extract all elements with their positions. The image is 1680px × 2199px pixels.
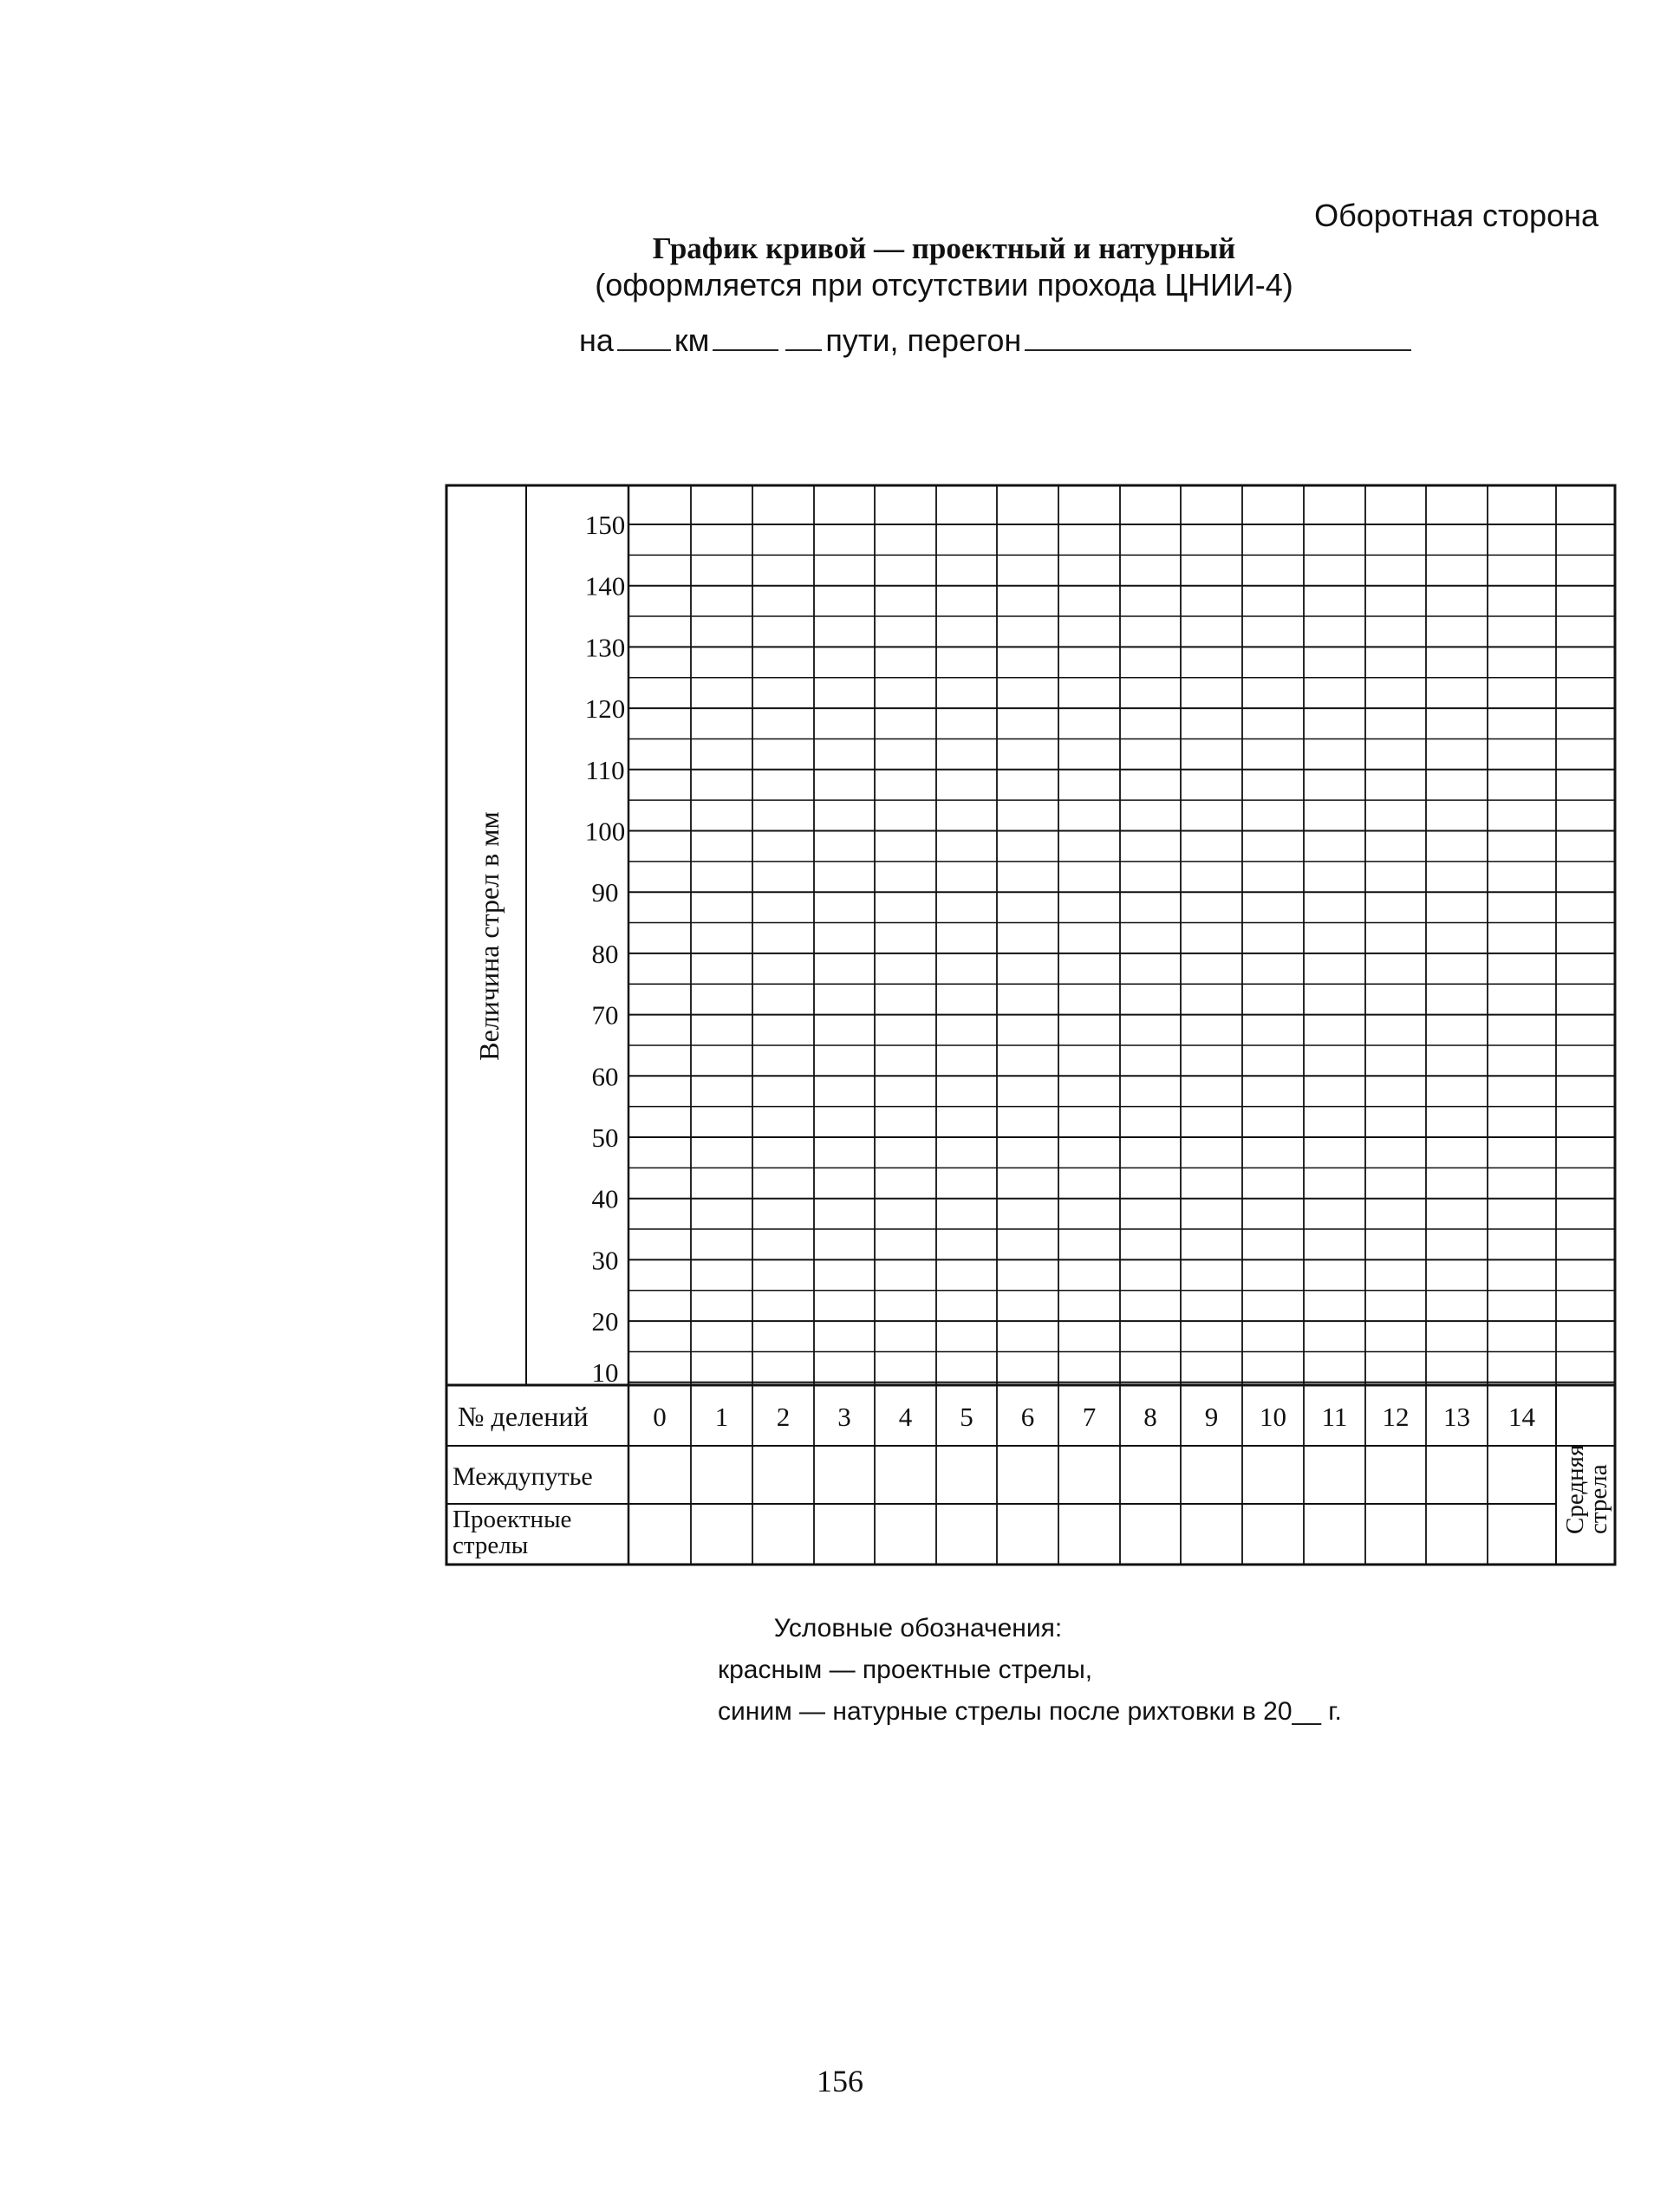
projected-arrow-cell[interactable]	[938, 1506, 995, 1563]
division-number: 6	[1020, 1402, 1035, 1432]
division-number: 11	[1321, 1402, 1348, 1432]
legend-title: Условные обозначения:	[773, 1614, 1063, 1643]
projected-arrow-cell[interactable]	[1244, 1506, 1302, 1563]
division-number: 3	[837, 1402, 851, 1432]
average-label-line2: стрела	[1585, 1464, 1612, 1534]
projected-arrow-cell[interactable]	[1182, 1506, 1240, 1563]
corner-note: Оборотная сторона	[1314, 198, 1599, 233]
interspace-cell[interactable]	[1367, 1448, 1424, 1502]
form-title: График кривой — проектный и натурный	[652, 231, 1236, 265]
y-tick-label: 20	[591, 1306, 619, 1337]
interspace-cell[interactable]	[1182, 1448, 1240, 1502]
interspace-cell[interactable]	[1244, 1448, 1302, 1502]
projected-arrow-cell[interactable]	[1060, 1506, 1118, 1563]
projected-arrow-cell[interactable]	[1428, 1506, 1486, 1563]
y-tick-label: 10	[591, 1357, 619, 1388]
track-label: пути, перегон	[825, 322, 1022, 358]
interspace-label: Междупутье	[453, 1462, 593, 1491]
interspace-cell[interactable]	[1428, 1448, 1486, 1502]
interspace-cell[interactable]	[630, 1448, 689, 1502]
y-tick-label: 140	[584, 570, 626, 602]
projected-arrow-cell[interactable]	[754, 1506, 812, 1563]
interspace-cell[interactable]	[1489, 1448, 1554, 1502]
interspace-cell[interactable]	[1122, 1448, 1179, 1502]
y-tick-label: 110	[585, 754, 625, 785]
division-number: 12	[1382, 1402, 1410, 1432]
y-tick-label: 150	[584, 510, 626, 540]
interspace-cell[interactable]	[876, 1448, 934, 1502]
division-number: 13	[1443, 1402, 1470, 1432]
y-tick-label: 90	[591, 877, 619, 908]
division-number: 2	[776, 1402, 791, 1432]
y-tick-label: 80	[591, 938, 619, 969]
projected-arrow-cell[interactable]	[630, 1506, 689, 1563]
interspace-cell[interactable]	[938, 1448, 995, 1502]
interspace-cell[interactable]	[816, 1448, 873, 1502]
division-number: 7	[1082, 1402, 1097, 1432]
y-tick-label: 40	[591, 1183, 619, 1214]
y-tick-label: 30	[591, 1245, 619, 1276]
fill-in-cells	[630, 1448, 1554, 1563]
projected-arrow-cell[interactable]	[999, 1506, 1057, 1563]
division-number: 14	[1508, 1402, 1535, 1432]
division-number: 9	[1204, 1402, 1219, 1432]
projected-arrow-cell[interactable]	[1489, 1506, 1554, 1563]
y-tick-labels	[585, 510, 626, 1388]
y-tick-label: 60	[591, 1061, 619, 1092]
projected-arrow-cell[interactable]	[1367, 1506, 1424, 1563]
division-number: 10	[1260, 1402, 1286, 1432]
projected-arrow-cell[interactable]	[1122, 1506, 1179, 1563]
division-number: 0	[653, 1402, 667, 1432]
division-number: 1	[714, 1402, 729, 1432]
interspace-cell[interactable]	[1306, 1448, 1364, 1502]
prefix-label: на	[579, 322, 614, 358]
form-subtitle: (оформляется при отсутствии прохода ЦНИИ-4)	[595, 267, 1293, 303]
projected-arrow-cell[interactable]	[816, 1506, 873, 1563]
interspace-cell[interactable]	[693, 1448, 751, 1502]
km-label: км	[674, 322, 710, 358]
division-number-labels	[653, 1402, 1535, 1432]
projected-arrow-cell[interactable]	[876, 1506, 934, 1563]
y-tick-label: 70	[591, 999, 619, 1031]
projected-arrow-cell[interactable]	[1306, 1506, 1364, 1563]
y-tick-label: 130	[584, 632, 626, 663]
interspace-cell[interactable]	[999, 1448, 1057, 1502]
legend-blue: синим — натурные стрелы после рихтовки в 20__ г.	[718, 1697, 1342, 1726]
page-number: 156	[817, 2064, 863, 2098]
y-tick-label: 100	[584, 816, 626, 847]
y-tick-label: 50	[591, 1122, 619, 1153]
division-number: 5	[960, 1402, 973, 1432]
divisions-label: № делений	[458, 1401, 589, 1432]
projected-label-line2: стрелы	[453, 1532, 529, 1559]
division-number: 4	[898, 1402, 913, 1432]
y-tick-label: 120	[584, 693, 626, 725]
division-number: 8	[1143, 1402, 1157, 1432]
legend-red: красным — проектные стрелы,	[718, 1656, 1093, 1684]
average-label-line1: Средняя	[1561, 1444, 1589, 1534]
interspace-cell[interactable]	[754, 1448, 812, 1502]
projected-arrow-cell[interactable]	[693, 1506, 751, 1563]
interspace-cell[interactable]	[1060, 1448, 1118, 1502]
y-axis-label: Величина стрел в мм	[473, 811, 505, 1061]
horizontal-grid-lines	[628, 524, 1615, 1383]
projected-label-line1: Проектные	[453, 1506, 572, 1533]
